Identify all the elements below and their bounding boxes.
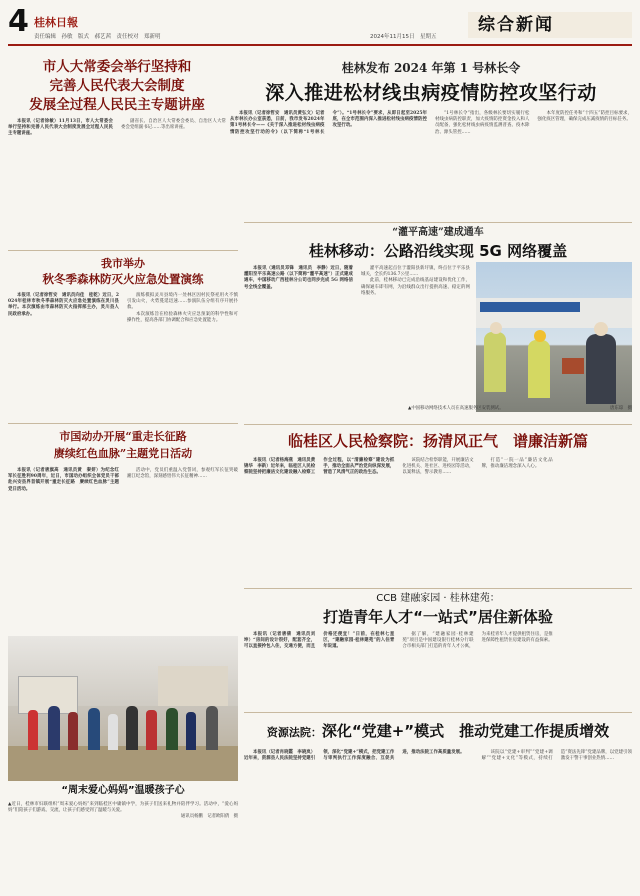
headline-prefix: 资源法院： [266, 726, 322, 739]
page-header [8, 6, 632, 46]
paragraph: 本报讯（记者肖晓霞 李晓岚）近年来，资源县人民法院坚持党建引领，深化“党建+”模式，把党建工作与审判执行工作深度融合、互促共进，推动法院工作高质量发展。 [244, 750, 465, 762]
article-headline [8, 256, 238, 287]
paragraph: 灌平高速起点位于灌阳县新圩镇，终点位于平乐县城关，全长约136.7公里…… [361, 266, 470, 278]
article-body [244, 458, 632, 584]
article-headline [8, 58, 226, 115]
photo-credit: 通讯员杨鹏 记者欧阳倩 摄 [180, 814, 238, 819]
article-long-march [8, 428, 238, 634]
headline-line: 秋冬季森林防灭火应急处置演练 [42, 272, 204, 286]
photo-caption: ▲近日，桂林市妇联组织“周末爱心妈妈”来到临桂区中庸镇中学，为孩子们送来礼物并陪伴学习。活动中，“爱心妈妈”们陪孩子们游戏、交流，让孩子们感受到了温暖与关爱。 [8, 802, 238, 813]
divider [244, 222, 632, 223]
paragraph: 本报讯（记者徐敏）11月13日，市人大常委会举行坚持和完善人民代表大会制度发展全过程人民民主专题讲座。 [8, 119, 113, 137]
article-ziyuan-court [244, 714, 632, 890]
paragraph: 演练模拟灵川县境内一处林区因村民祭祀用火不慎引发山火，火势蔓延迅速……参演队伍分组有序开展扑救。 [127, 293, 238, 311]
headline-line: 市人大常委会举行坚持和 [42, 59, 192, 75]
article-forest-order [230, 52, 632, 220]
love-mothers-photo [8, 636, 238, 781]
paragraph: 本报讯（通讯员邓锋 通讯员 李静）近日，随着灌阳至平乐高速公路（以下简称“灌平高速”）正式建成通车，中国移动广西桂林分公司也同步完成 5G 网络信号全线全覆盖。 [244, 266, 353, 290]
photo-caption: ▲中国移动网络技术人员在高速服务区安装测试。 [408, 406, 504, 411]
article-body [244, 632, 632, 710]
article-procuratorate [244, 428, 632, 586]
headline-line: 发展全过程人民民主专题讲座 [29, 97, 205, 113]
highway-photo-caption-row [408, 404, 632, 414]
article-ccb-housing [244, 592, 632, 712]
highway-photo [476, 262, 632, 412]
divider [8, 250, 238, 251]
paragraph: “1号林长令”指出，各级林长要切实履行松材线虫病防控职责，加大疫情防控资金投入和人员配备，强化松材线虫病疫情监测普查、疫木除治、源头管控…… [435, 111, 530, 135]
paragraph: 本次演练旨在检验森林火灾应急预案的科学性和可操作性，提高各部门协调配合和应急处置能力。 [127, 311, 238, 323]
paragraph: 本年度防控任务和“十四五”防控目标要求，强化疫区管理，确保完成压减疫情的目标任务。 [537, 111, 632, 123]
headline-line: 赓续红色血脉”主题党日活动 [53, 447, 193, 460]
paragraph: 该院以“党建+审判”“党建+调解”“党建+文化”等模式，持续打造“资法先锋”党建品牌，以党建引领激发干警干事创业热情…… [481, 750, 632, 762]
paragraph: 据了解，“建融家园·桂林建苑”项目是中国建设银行桂林分行联合市相关部门打造的青年人才公寓，为来桂青年人才提供租赁住房，是推进保障性租赁住房建设的有益探索。 [402, 632, 553, 650]
article-body [244, 750, 632, 888]
section-title: 综合新闻 [468, 12, 632, 38]
headline-line: 我市举办 [101, 257, 145, 270]
divider [244, 588, 632, 589]
issue-date: 2024年11月15日 星期五 [370, 34, 437, 40]
article-headline: 深入推进松材线虫病疫情防控攻坚行动 [265, 82, 597, 104]
article-fire-drill [8, 254, 238, 422]
headline-line: 完善人民代表大会制度 [49, 78, 185, 94]
article-kicker: “灌平高速”建成通车 [392, 227, 484, 238]
divider [244, 712, 632, 713]
headline-line: 市国动办开展“重走长征路 [59, 430, 187, 443]
photo-credit: 唐东琼 摄 [610, 406, 632, 411]
article-body [230, 111, 632, 215]
article-npc-lecture [8, 52, 226, 227]
article-headline: 临桂区人民检察院：扬清风正气 谱廉洁新篇 [287, 432, 588, 450]
article-love-mothers [8, 784, 238, 888]
article-body [8, 119, 226, 223]
article-body [244, 266, 470, 414]
article-headline: 深化“党建+”模式 推动党建工作提质增效 [321, 722, 610, 740]
page-number: 4 [8, 6, 29, 39]
article-headline: 桂林移动：公路沿线实现 5G 网络覆盖 [308, 242, 568, 260]
masthead: 桂林日報 [34, 16, 78, 29]
paragraph: 本报讯（记者徐哲安 通讯员向佳 桂乾）近日，2024年桂林市秋冬季森林防灭火应急处置演练在灵川县举行。本次演练由市森林防灭火指挥部主办，灵川县人民政府承办。 [8, 293, 119, 317]
article-kicker: CCB 建融家园 · 桂林建苑： [376, 593, 500, 604]
editor-credits: 责任编辑 孙敏 版式 郝艺茜 责任校对 郑新明 [34, 34, 161, 40]
article-body [8, 468, 238, 628]
article-headline: “周末爱心妈妈”温暖孩子心 [61, 785, 185, 796]
article-body [8, 293, 238, 421]
divider [8, 423, 238, 424]
article-headline [8, 428, 238, 462]
paragraph: 副省长、自治区人大常委会委员、自治区人大常委会党组副书记……等出席讲座。 [121, 119, 226, 131]
paragraph: 本报讯（记者唐倩 通讯员刘坤）“房间的设计很好，配套齐全，可以直接拎包入住，交通方便，而且价格还便宜！”日前，在桂林七星区，“建融家园·桂林建苑”的入住青年说道。 [244, 632, 395, 650]
article-kicker: 桂林发布 2024 年第 1 号林长令 [341, 61, 521, 75]
article-headline: 打造青年人才“一站式”居住新体验 [323, 608, 553, 626]
paragraph: 此前，桂林移动已完成沿线基站建设和优化工作，确保通车即有网，为沿线群众出行提供高速、稳定的网络服务。 [361, 278, 470, 296]
header-rule [8, 44, 632, 46]
divider [244, 424, 632, 425]
paragraph: 本报讯（记者唐旗高 通讯员黄 秦妍）为纪念红军长征胜利90周年，近日，市国动办组织全体党员干部赴兴安县界首镇开展“重走长征路 赓续红色血脉”主题党日活动。 [8, 468, 119, 492]
paragraph: 活动中，党员们重温入党誓词，参观红军长征突破湘江纪念馆，深刻感悟伟大长征精神…… [127, 468, 238, 480]
paragraph: 本报讯（记者徐哲安 通讯员黄弘文）记者从市林长办公室获悉，日前，我市发布2024年第1号林长令——《关于深入推进松材线虫病疫情防控攻坚行动的令》（以下简称“1号林长令”）。“1号林长令”要求，从即日起至2025年底，在全市范围内深入推进松材线虫病疫情防控攻坚行动。 [230, 111, 427, 135]
paragraph: 该院结合检察职能，开展廉洁文化进机关、进社区、进校园等活动，以案释法，警示教育…… [402, 458, 474, 476]
article-headline-row [244, 720, 632, 742]
paragraph: 打造“一院一品”廉洁文化品牌，推动廉洁理念深入人心。 [481, 458, 553, 470]
paragraph: 本报讯（记者杨海燕 通讯员黄锦华 李新）近年来，临桂区人民检察院坚持把廉洁文化建设融入检察工作全过程，以“清廉检察”建设为抓手，推动全面从严治党向纵深发展，营造了风清气正的政治生态。 [244, 458, 395, 476]
